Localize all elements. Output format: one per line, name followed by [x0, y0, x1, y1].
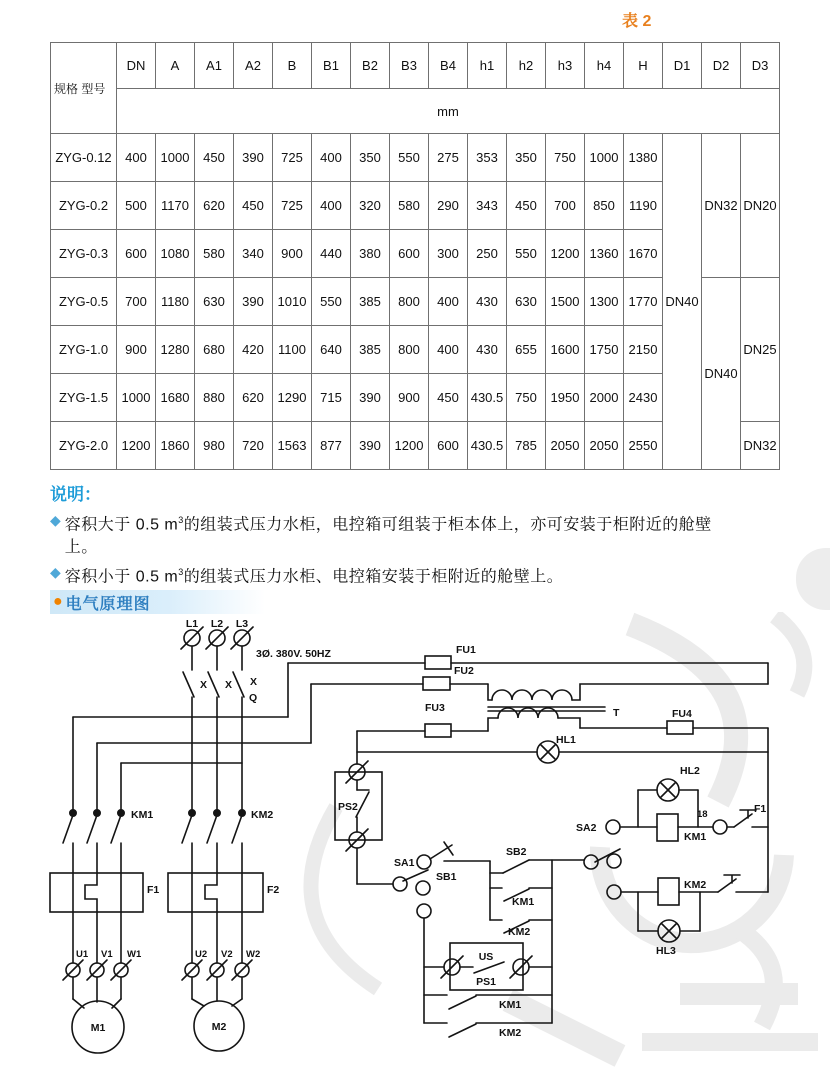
value-cell: 300	[429, 230, 468, 278]
value-cell: 1290	[273, 374, 312, 422]
value-cell: 630	[195, 278, 234, 326]
unit-cell: mm	[117, 89, 780, 134]
value-cell: 900	[273, 230, 312, 278]
section-title: 电气原理图	[65, 595, 151, 613]
value-cell: 640	[312, 326, 351, 374]
l3-label: L3	[235, 618, 249, 630]
corner-label: 规格 型号	[51, 43, 117, 134]
value-cell: 275	[429, 134, 468, 182]
km2-coil-label: KM2	[684, 879, 707, 891]
value-cell: 1380	[624, 134, 663, 182]
value-cell: 1300	[585, 278, 624, 326]
value-cell: 1750	[585, 326, 624, 374]
value-cell: 1950	[546, 374, 585, 422]
v2-label: V2	[221, 949, 233, 960]
value-cell: 440	[312, 230, 351, 278]
value-cell: 630	[507, 278, 546, 326]
sa2-label: SA2	[576, 822, 597, 834]
km2-main-label: KM2	[251, 809, 274, 821]
unit-row	[51, 89, 780, 134]
value-cell: 725	[273, 134, 312, 182]
value-cell: 400	[312, 134, 351, 182]
value-cell: 1000	[585, 134, 624, 182]
spec-table	[50, 42, 780, 470]
model-cell: ZYG-0.12	[51, 134, 117, 182]
value-cell: 1600	[546, 326, 585, 374]
km2-main-contacts	[182, 810, 245, 843]
value-cell: 340	[234, 230, 273, 278]
value-cell: 620	[234, 374, 273, 422]
m2-label: M2	[211, 1021, 227, 1033]
value-cell: 343	[468, 182, 507, 230]
column-header: H	[624, 43, 663, 89]
value-cell: 550	[312, 278, 351, 326]
value-cell: 450	[195, 134, 234, 182]
value-cell: 600	[429, 422, 468, 470]
value-cell: 1860	[156, 422, 195, 470]
model-cell: ZYG-0.2	[51, 182, 117, 230]
value-cell: 600	[117, 230, 156, 278]
value-cell: 1563	[273, 422, 312, 470]
column-header: A	[156, 43, 195, 89]
column-header: h4	[585, 43, 624, 89]
value-cell: 980	[195, 422, 234, 470]
header-row	[51, 43, 780, 89]
transformer-primary-icon	[492, 690, 572, 700]
km1-main-label: KM1	[131, 809, 154, 821]
value-cell: 1000	[117, 374, 156, 422]
table-caption: 表 2	[622, 13, 652, 30]
sb2-label: SB2	[506, 846, 527, 858]
value-cell: 700	[117, 278, 156, 326]
value-cell: 390	[234, 278, 273, 326]
bullet-icon: ●	[53, 593, 63, 610]
value-cell: 400	[429, 326, 468, 374]
merged-cell: DN40	[702, 278, 741, 470]
value-cell: 320	[351, 182, 390, 230]
value-cell: 353	[468, 134, 507, 182]
value-cell: 785	[507, 422, 546, 470]
value-cell: 430.5	[468, 374, 507, 422]
fu2-fuse-icon	[423, 677, 450, 690]
value-cell: 2550	[624, 422, 663, 470]
column-header: h3	[546, 43, 585, 89]
km1-coil-icon	[657, 814, 678, 841]
u2-label: U2	[195, 949, 208, 960]
column-header: B1	[312, 43, 351, 89]
notes	[50, 480, 798, 589]
column-header: B3	[390, 43, 429, 89]
value-cell: 350	[507, 134, 546, 182]
value-cell: 800	[390, 326, 429, 374]
motor-terminal-icons	[63, 960, 252, 980]
sa1-label: SA1	[394, 857, 415, 869]
ps2-label: PS2	[338, 801, 358, 813]
diamond-icon: ◆	[50, 564, 61, 581]
hl3-label: HL3	[656, 945, 676, 957]
fu3-fuse-icon	[425, 724, 451, 737]
column-header: A2	[234, 43, 273, 89]
km2-nc-contact-icon	[718, 875, 768, 892]
value-cell: 290	[429, 182, 468, 230]
fu1-label: FU1	[456, 644, 476, 656]
table-row	[51, 134, 780, 182]
value-cell: 2050	[546, 422, 585, 470]
schematic-labels	[76, 618, 766, 1039]
value-cell: 1670	[624, 230, 663, 278]
merged-cell: DN20	[741, 134, 780, 278]
value-cell: 680	[195, 326, 234, 374]
value-cell: 800	[390, 278, 429, 326]
km2-coil-icon	[658, 878, 679, 905]
column-header: A1	[195, 43, 234, 89]
value-cell: 250	[468, 230, 507, 278]
terminal-18-icon	[713, 820, 727, 834]
model-cell: ZYG-1.5	[51, 374, 117, 422]
km1-ctl-label: KM1	[512, 896, 535, 908]
w2-label: W2	[246, 949, 261, 960]
value-cell: 430	[468, 326, 507, 374]
column-header: D1	[663, 43, 702, 89]
value-cell: 1500	[546, 278, 585, 326]
merged-cell: DN32	[741, 422, 780, 470]
circuit-lines	[50, 627, 768, 1053]
value-cell: 385	[351, 326, 390, 374]
value-cell: 390	[234, 134, 273, 182]
value-cell: 580	[195, 230, 234, 278]
q-label: Q	[249, 692, 258, 704]
u1-label: U1	[76, 949, 89, 960]
merged-cell: DN40	[663, 134, 702, 470]
note-bullet-1	[50, 509, 798, 559]
fu4-fuse-icon	[667, 721, 693, 734]
fu1-fuse-icon	[425, 656, 451, 669]
lower-block-terminal-icon	[417, 904, 431, 918]
km1-aux-label: KM1	[499, 999, 522, 1011]
value-cell: 900	[390, 374, 429, 422]
f2-overload-box	[168, 873, 263, 912]
watermark-blob	[796, 548, 830, 610]
f1-label: F1	[147, 884, 160, 896]
value-cell: 385	[351, 278, 390, 326]
hl1-label: HL1	[556, 734, 576, 746]
value-cell: 720	[234, 422, 273, 470]
hl2-lamp-branch	[638, 779, 698, 827]
x3-label: X	[250, 676, 258, 688]
value-cell: 1100	[273, 326, 312, 374]
sa2-terminal-icon	[606, 820, 620, 834]
value-cell: 750	[507, 374, 546, 422]
value-cell: 2050	[585, 422, 624, 470]
section-header	[50, 590, 265, 614]
value-cell: 450	[507, 182, 546, 230]
power-label: 3Ø. 380V. 50HZ	[256, 648, 331, 660]
km1-main-contacts	[63, 810, 124, 843]
value-cell: 2430	[624, 374, 663, 422]
m1-label: M1	[90, 1022, 106, 1034]
v1-label: V1	[101, 949, 113, 960]
sb1-button-icon	[393, 870, 430, 895]
value-cell: 550	[390, 134, 429, 182]
model-cell: ZYG-0.3	[51, 230, 117, 278]
value-cell: 450	[429, 374, 468, 422]
value-cell: 725	[273, 182, 312, 230]
column-header: D2	[702, 43, 741, 89]
km2-aux-label: KM2	[499, 1027, 522, 1039]
f2-label: F2	[267, 884, 280, 896]
value-cell: 430	[468, 278, 507, 326]
value-cell: 600	[390, 230, 429, 278]
notes-title: 说明：	[50, 485, 101, 504]
column-header: h1	[468, 43, 507, 89]
disconnect-switch-icons	[183, 646, 244, 697]
x2-label: X	[225, 679, 233, 691]
column-header: D3	[741, 43, 780, 89]
value-cell: 390	[351, 374, 390, 422]
value-cell: 850	[585, 182, 624, 230]
model-cell: ZYG-0.5	[51, 278, 117, 326]
electrical-schematic	[40, 612, 830, 1067]
fu3-label: FU3	[425, 702, 445, 714]
value-cell: 350	[351, 134, 390, 182]
note-text-2: 容积小于 0.5 $m^3$的组装式压力水柜、电控箱安装于柜附近的舱壁上。	[64, 567, 564, 586]
watermark	[311, 616, 818, 1056]
terminal-18-label: 18	[697, 809, 708, 820]
value-cell: 700	[546, 182, 585, 230]
value-cell: 1770	[624, 278, 663, 326]
value-cell: 400	[117, 134, 156, 182]
sa1-switch-icon	[417, 842, 453, 869]
merged-cell: DN32	[702, 134, 741, 278]
value-cell: 580	[390, 182, 429, 230]
column-header: h2	[507, 43, 546, 89]
sb1-label: SB1	[436, 871, 457, 883]
value-cell: 2150	[624, 326, 663, 374]
merged-cell: DN25	[741, 278, 780, 422]
value-cell: 380	[351, 230, 390, 278]
value-cell: 1010	[273, 278, 312, 326]
model-cell: ZYG-2.0	[51, 422, 117, 470]
spec-table-body	[51, 43, 780, 470]
value-cell: 620	[195, 182, 234, 230]
fu4-label: FU4	[672, 708, 692, 720]
column-header: B2	[351, 43, 390, 89]
value-cell: 400	[312, 182, 351, 230]
value-cell: 1200	[546, 230, 585, 278]
hl2-label: HL2	[680, 765, 700, 777]
value-cell: 1180	[156, 278, 195, 326]
column-header: DN	[117, 43, 156, 89]
value-cell: 750	[546, 134, 585, 182]
value-cell: 880	[195, 374, 234, 422]
f1-nc-label: F1	[754, 803, 767, 815]
value-cell: 1080	[156, 230, 195, 278]
value-cell: 420	[234, 326, 273, 374]
w1-label: W1	[127, 949, 142, 960]
ps1-label: PS1	[476, 976, 496, 988]
transformer-secondary-icon	[498, 708, 558, 718]
column-header: B	[273, 43, 312, 89]
note-bullet-2	[50, 561, 798, 588]
note-text-1: 容积大于 0.5 $m^3$的组装式压力水柜，电控箱可组装于柜本体上，亦可安装于柜附近的舱壁上。	[64, 515, 712, 557]
value-cell: 500	[117, 182, 156, 230]
value-cell: 400	[429, 278, 468, 326]
value-cell: 1190	[624, 182, 663, 230]
value-cell: 1200	[117, 422, 156, 470]
value-cell: 1000	[156, 134, 195, 182]
value-cell: 900	[117, 326, 156, 374]
value-cell: 1280	[156, 326, 195, 374]
value-cell: 2000	[585, 374, 624, 422]
l2-label: L2	[210, 618, 224, 630]
value-cell: 1360	[585, 230, 624, 278]
l1-label: L1	[185, 618, 199, 630]
value-cell: 715	[312, 374, 351, 422]
km2-ctl-label: KM2	[508, 926, 531, 938]
value-cell: 1200	[390, 422, 429, 470]
value-cell: 1170	[156, 182, 195, 230]
value-cell: 655	[507, 326, 546, 374]
diamond-icon: ◆	[50, 512, 61, 528]
value-cell: 450	[234, 182, 273, 230]
x1-label: X	[200, 679, 208, 691]
column-header: B4	[429, 43, 468, 89]
t-label: T	[613, 707, 620, 719]
us-label: US	[478, 951, 494, 963]
value-cell: 390	[351, 422, 390, 470]
km1-coil-label: KM1	[684, 831, 707, 843]
fu2-label: FU2	[454, 665, 474, 677]
model-cell: ZYG-1.0	[51, 326, 117, 374]
value-cell: 877	[312, 422, 351, 470]
value-cell: 550	[507, 230, 546, 278]
value-cell: 1680	[156, 374, 195, 422]
value-cell: 430.5	[468, 422, 507, 470]
